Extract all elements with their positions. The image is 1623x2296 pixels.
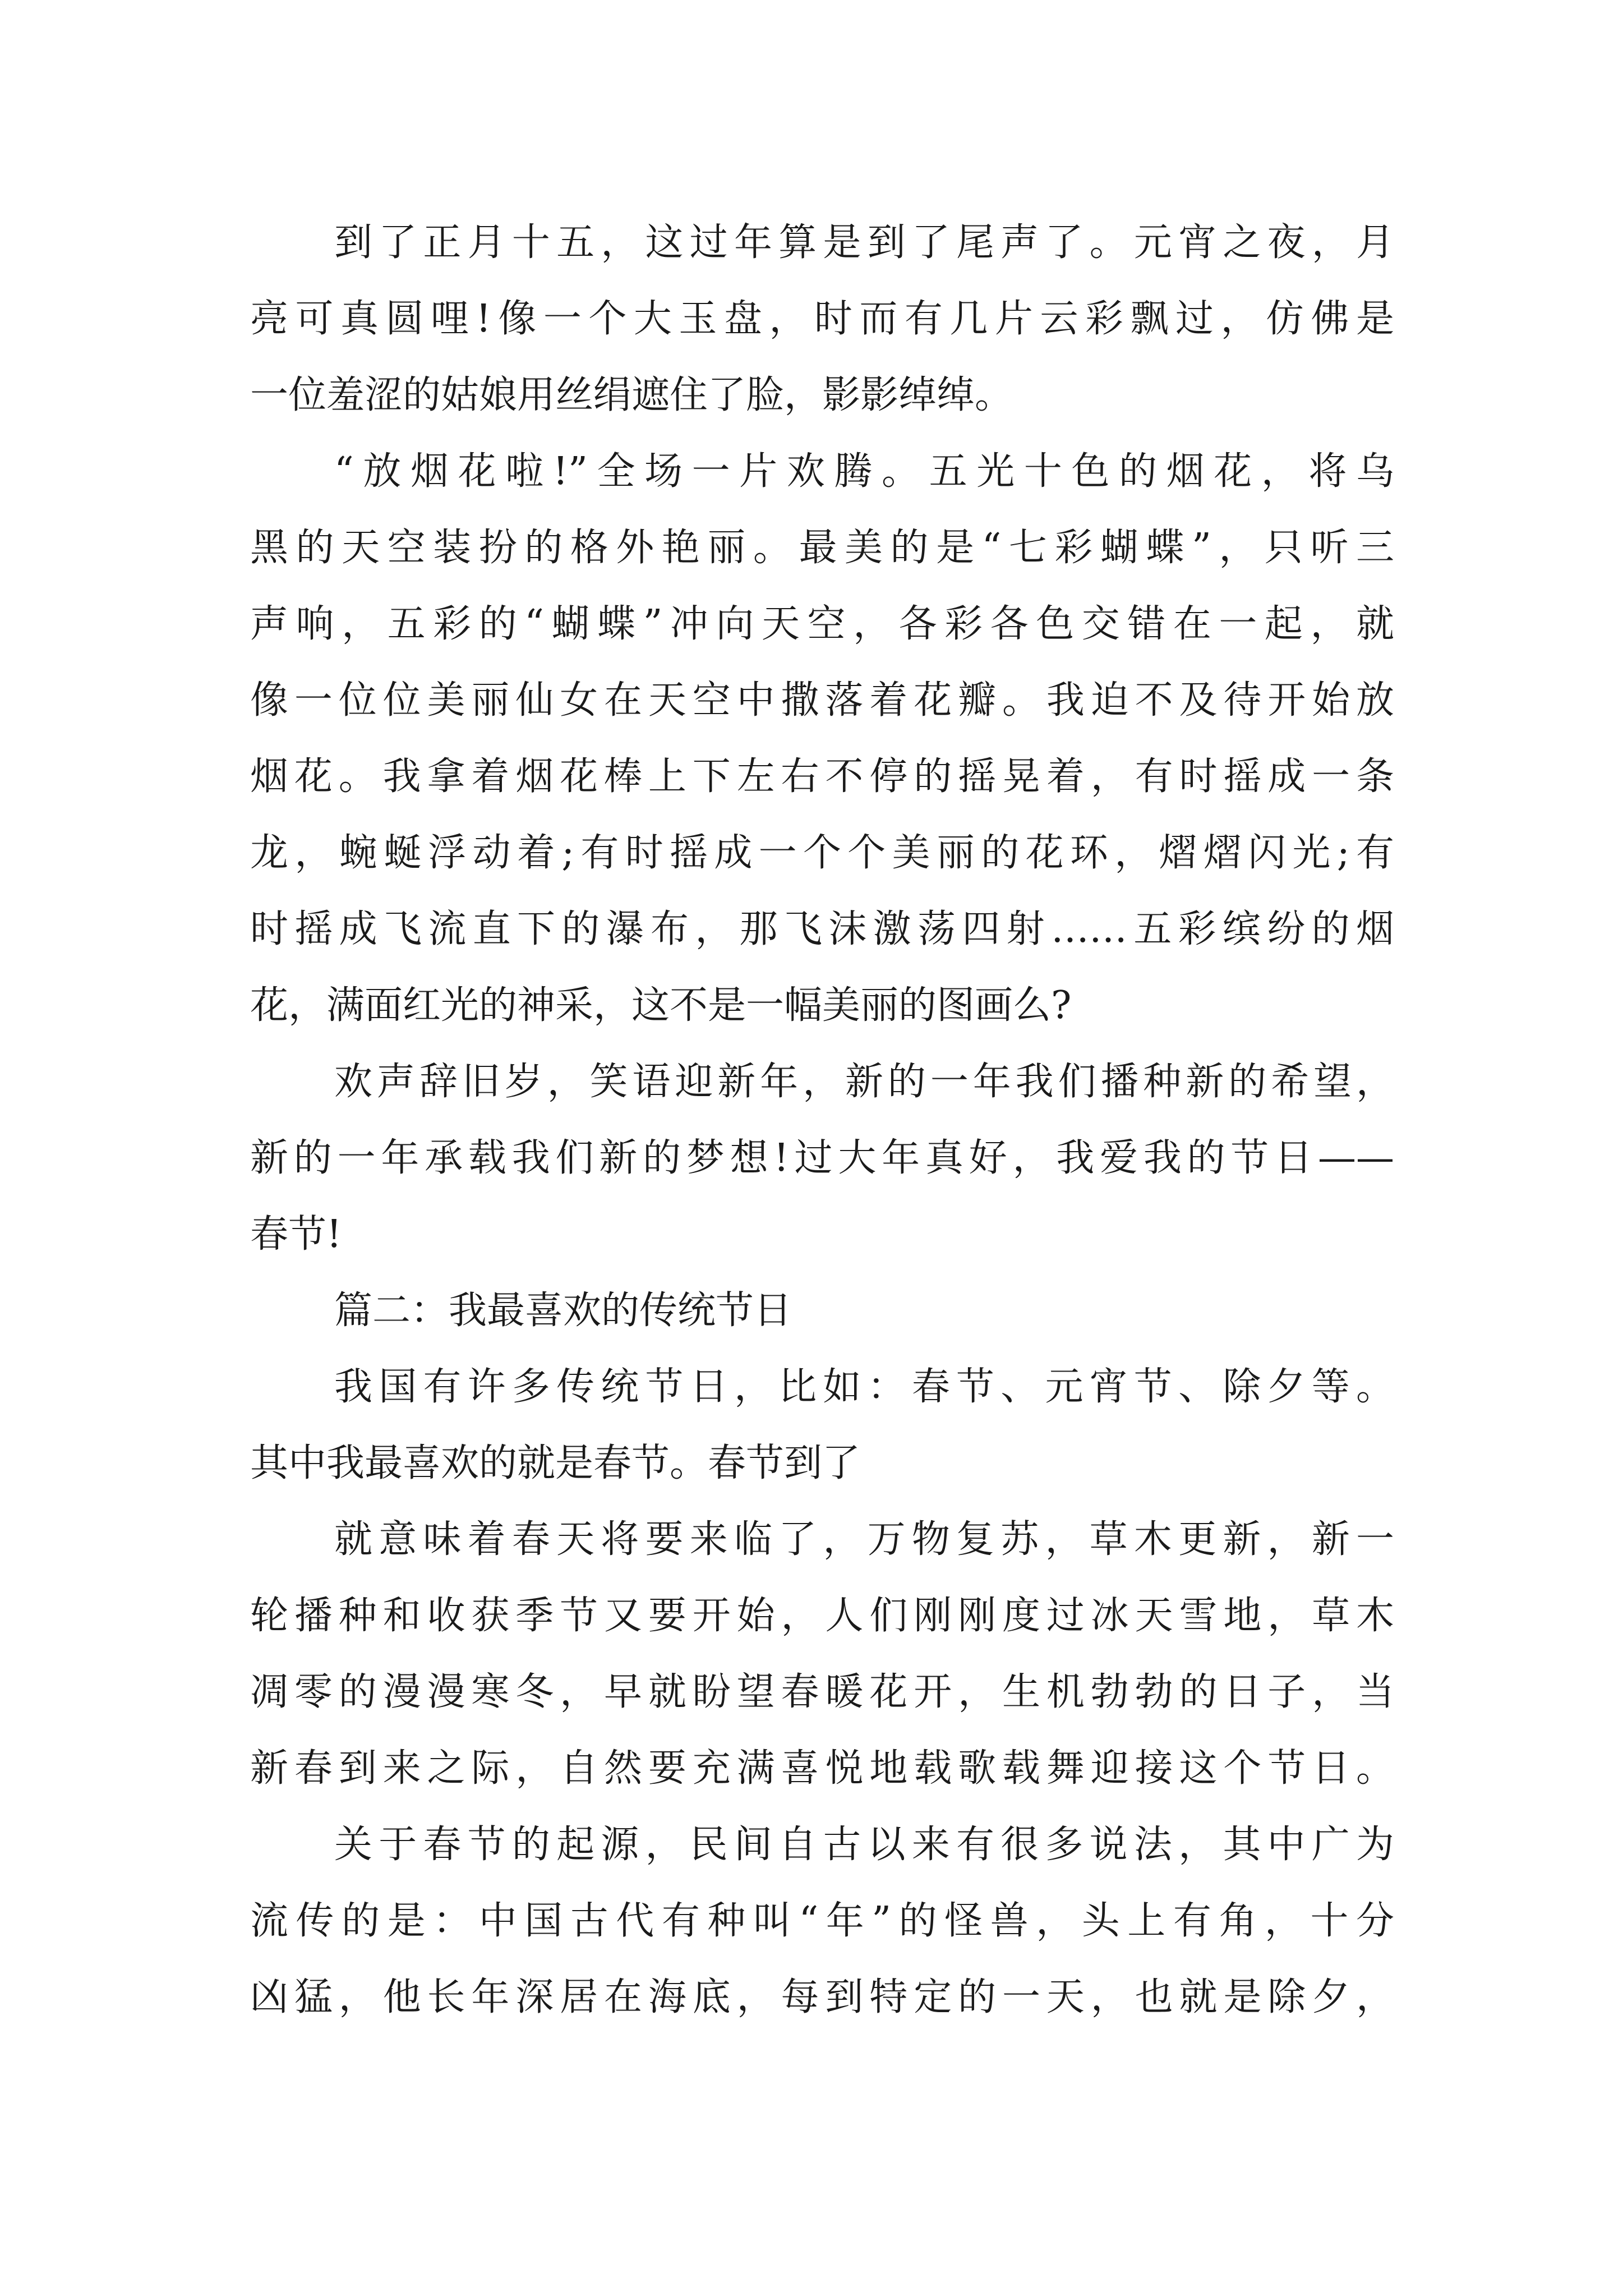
text-line: 一位羞涩的姑娘用丝绢遮住了脸，影影绰绰。 [250, 373, 1013, 417]
body-text [250, 205, 1394, 2036]
text-line: 黑的天空装扮的格外艳丽。最美的是“七彩蝴蝶”，只听三 [250, 526, 1394, 570]
text-line: 凋零的漫漫寒冬，早就盼望春暖花开，生机勃勃的日子，当 [250, 1670, 1394, 1714]
text-line: 龙，蜿蜒浮动着;有时摇成一个个美丽的花环，熠熠闪光;有 [250, 831, 1394, 875]
text-line: 轮播种和收获季节又要开始，人们刚刚度过冰天雪地，草木 [250, 1594, 1394, 1638]
text-line: 就意味着春天将要来临了，万物复苏，草木更新，新一 [334, 1517, 1394, 1562]
text-line: 像一位位美丽仙女在天空中撒落着花瓣。我迫不及待开始放 [250, 678, 1394, 723]
text-line: “放烟花啦!”全场一片欢腾。五光十色的烟花，将乌 [334, 449, 1394, 494]
text-line: 我国有许多传统节日，比如：春节、元宵节、除夕等。 [334, 1365, 1394, 1409]
text-line: 春节! [250, 1212, 342, 1257]
text-line: 流传的是：中国古代有种叫“年”的怪兽，头上有角，十分 [250, 1899, 1394, 1943]
text-line: 声响，五彩的“蝴蝶”冲向天空，各彩各色交错在一起，就 [250, 602, 1394, 646]
text-line: 凶猛，他长年深居在海底，每到特定的一天，也就是除夕， [250, 1975, 1394, 2019]
text-line: 其中我最喜欢的就是春节。春节到了 [250, 1441, 861, 1485]
text-line: 关于春节的起源，民间自古以来有很多说法，其中广为 [334, 1823, 1394, 1867]
text-line: 欢声辞旧岁，笑语迎新年，新的一年我们播种新的希望， [334, 1060, 1394, 1104]
text-line: 篇二：我最喜欢的传统节日 [334, 1289, 792, 1333]
text-line: 花，满面红光的神采，这不是一幅美丽的图画么? [250, 983, 1072, 1028]
text-line: 新春到来之际，自然要充满喜悦地载歌载舞迎接这个节日。 [250, 1746, 1394, 1791]
text-line: 烟花。我拿着烟花棒上下左右不停的摇晃着，有时摇成一条 [250, 754, 1394, 799]
text-line: 到了正月十五，这过年算是到了尾声了。元宵之夜，月 [334, 220, 1394, 265]
text-line: 新的一年承载我们新的梦想!过大年真好，我爱我的节日—— [250, 1136, 1394, 1180]
text-line: 亮可真圆哩!像一个大玉盘，时而有几片云彩飘过，仿佛是 [250, 297, 1394, 341]
text-line: 时摇成飞流直下的瀑布，那飞沫激荡四射……五彩缤纷的烟 [250, 907, 1394, 951]
